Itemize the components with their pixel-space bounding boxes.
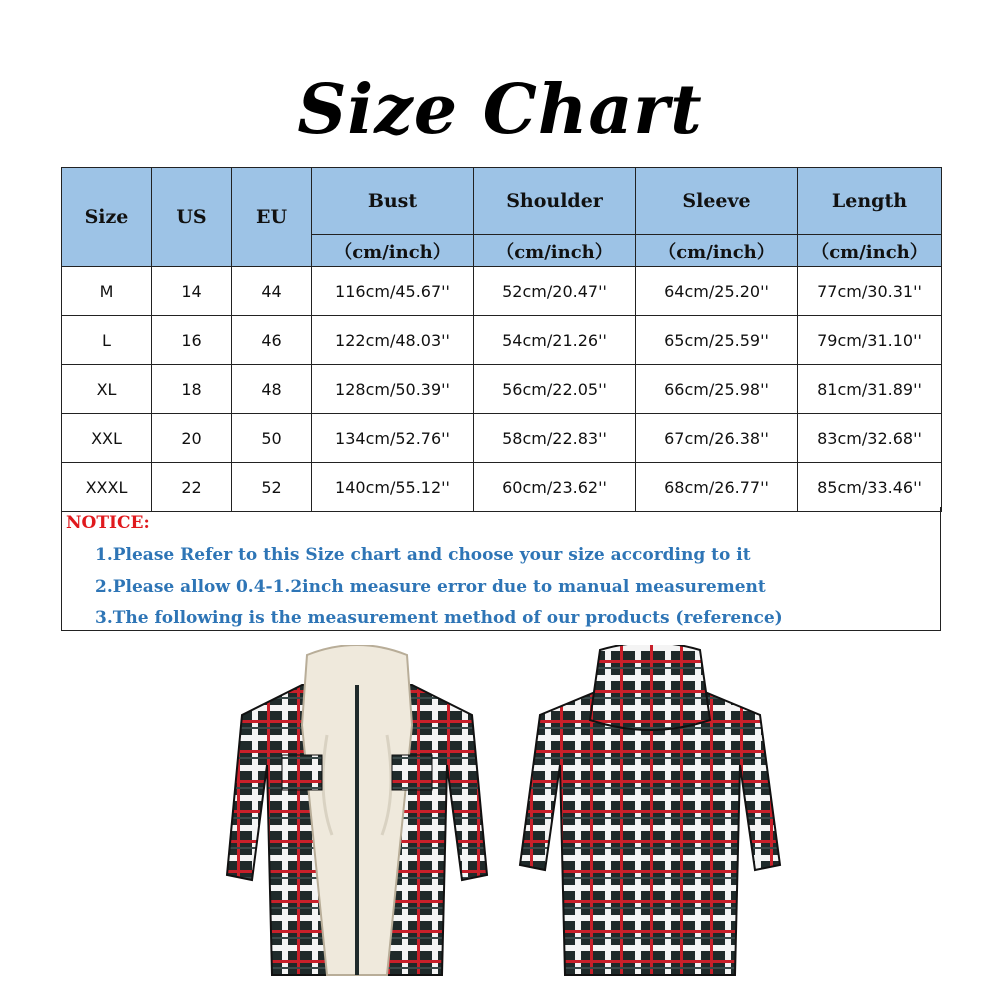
table-row: [62, 267, 942, 316]
unit-label: （cm/inch）: [636, 235, 798, 267]
notice-box: [61, 507, 941, 631]
cell-eu: 52: [232, 463, 312, 512]
cell-shoulder: 56cm/22.05'': [474, 365, 636, 414]
notice-line: 1.Please Refer to this Size chart and choose your size according to it: [95, 545, 751, 565]
cell-us: 22: [152, 463, 232, 512]
cell-length: 83cm/32.68'': [798, 414, 942, 463]
cell-length: 85cm/33.46'': [798, 463, 942, 512]
cell-sleeve: 64cm/25.20'': [636, 267, 798, 316]
cell-bust: 122cm/48.03'': [312, 316, 474, 365]
header-shoulder: Shoulder: [474, 168, 636, 235]
cell-bust: 140cm/55.12'': [312, 463, 474, 512]
jacket-front-image: [222, 645, 492, 985]
unit-label: （cm/inch）: [474, 235, 636, 267]
cell-eu: 46: [232, 316, 312, 365]
table-row: [62, 463, 942, 512]
header-eu: EU: [232, 168, 312, 267]
table-row: [62, 316, 942, 365]
size-table: [61, 167, 942, 512]
cell-us: 16: [152, 316, 232, 365]
cell-sleeve: 66cm/25.98'': [636, 365, 798, 414]
header-size: Size: [62, 168, 152, 267]
header-us: US: [152, 168, 232, 267]
cell-shoulder: 54cm/21.26'': [474, 316, 636, 365]
page-title: Size Chart: [297, 70, 703, 150]
cell-eu: 44: [232, 267, 312, 316]
cell-size: XXL: [62, 414, 152, 463]
cell-size: XXXL: [62, 463, 152, 512]
cell-length: 77cm/30.31'': [798, 267, 942, 316]
header-bust: Bust: [312, 168, 474, 235]
cell-shoulder: 58cm/22.83'': [474, 414, 636, 463]
cell-size: L: [62, 316, 152, 365]
cell-size: XL: [62, 365, 152, 414]
cell-us: 20: [152, 414, 232, 463]
notice-title: NOTICE:: [66, 513, 150, 533]
cell-us: 14: [152, 267, 232, 316]
cell-sleeve: 67cm/26.38'': [636, 414, 798, 463]
cell-bust: 128cm/50.39'': [312, 365, 474, 414]
cell-eu: 48: [232, 365, 312, 414]
header-sleeve: Sleeve: [636, 168, 798, 235]
notice-line: 2.Please allow 0.4-1.2inch measure error due to manual measurement: [95, 577, 766, 597]
unit-label: （cm/inch）: [312, 235, 474, 267]
cell-us: 18: [152, 365, 232, 414]
unit-label: （cm/inch）: [798, 235, 942, 267]
cell-shoulder: 52cm/20.47'': [474, 267, 636, 316]
cell-shoulder: 60cm/23.62'': [474, 463, 636, 512]
cell-size: M: [62, 267, 152, 316]
jacket-back-image: [515, 645, 785, 985]
table-row: [62, 414, 942, 463]
header-length: Length: [798, 168, 942, 235]
cell-eu: 50: [232, 414, 312, 463]
notice-line: 3.The following is the measurement method of our products (reference): [95, 608, 783, 628]
cell-length: 79cm/31.10'': [798, 316, 942, 365]
table-row: [62, 365, 942, 414]
cell-bust: 134cm/52.76'': [312, 414, 474, 463]
cell-bust: 116cm/45.67'': [312, 267, 474, 316]
cell-sleeve: 65cm/25.59'': [636, 316, 798, 365]
cell-length: 81cm/31.89'': [798, 365, 942, 414]
cell-sleeve: 68cm/26.77'': [636, 463, 798, 512]
